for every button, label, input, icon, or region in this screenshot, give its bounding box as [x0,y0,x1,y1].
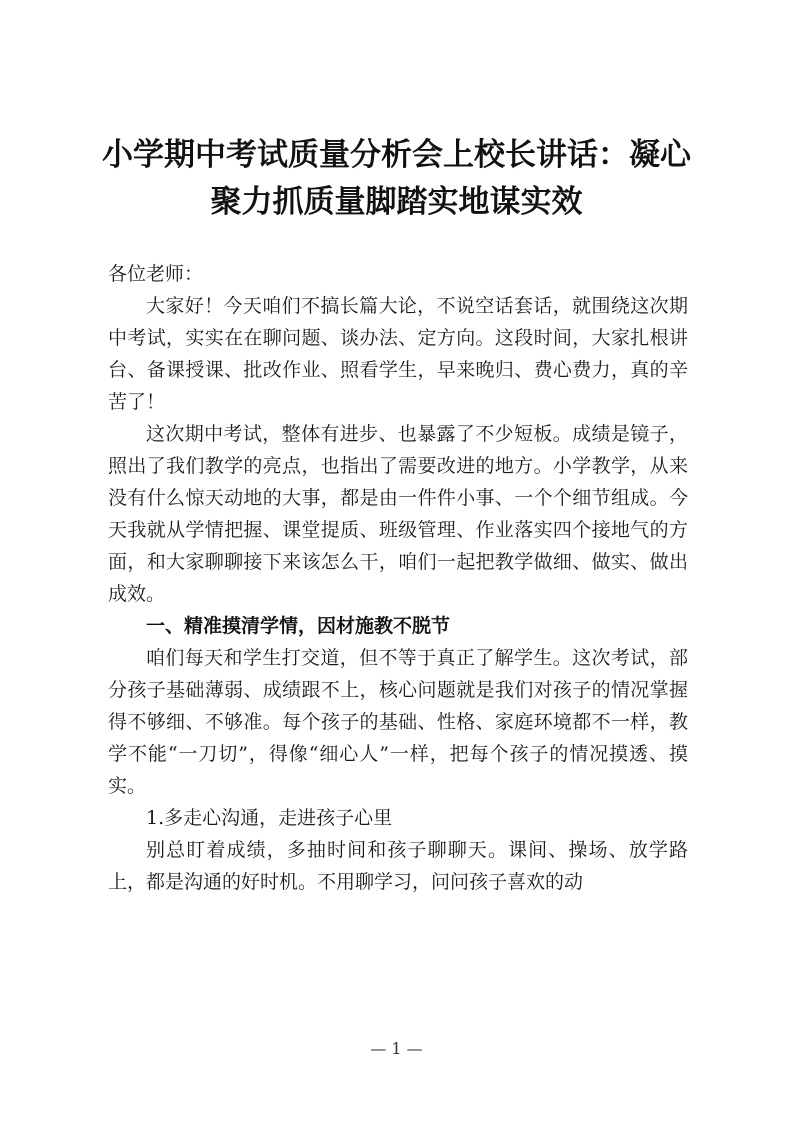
document-body [108,258,688,898]
section-heading-1: 一、精准摸清学情，因材施教不脱节 [146,615,451,637]
subsection-heading-1: 1.多走心沟通，走进孩子心里 [146,807,393,829]
paragraph-greeting: 大家好！今天咱们不搞长篇大论，不说空话套话，就围绕这次期中考试，实实在在聊问题、谈办法、定方向。这段时间，大家扎根讲台、备课授课、批改作业、照看学生，早来晚归、费心费力，真的辛苦了！ [108,295,688,413]
page-title: 小学期中考试质量分析会上校长讲话：凝心聚力抓质量脚踏实地谋实效 [102,137,691,220]
salutation: 各位老师： [108,263,204,285]
subsection-1-paragraph: 别总盯着成绩，多抽时间和孩子聊聊天。课间、操场、放学路上，都是沟通的好时机。不用聊学习，问问孩子喜欢的动 [108,839,688,893]
page-number: — 1 — [370,1039,423,1058]
paragraph-overview: 这次期中考试，整体有进步、也暴露了不少短板。成绩是镜子，照出了我们教学的亮点，也指出了需要改进的地方。小学教学，从来没有什么惊天动地的大事，都是由一件件小事、一个个细节组成。今天我就从学情把握、课堂提质、班级管理、作业落实四个接地气的方面，和大家聊聊接下来该怎么干，咱们一起把教学做细、做实、做出成效。 [108,423,688,605]
section-1-paragraph: 咱们每天和学生打交道，但不等于真正了解学生。这次考试，部分孩子基础薄弱、成绩跟不上，核心问题就是我们对孩子的情况掌握得不够细、不够准。每个孩子的基础、性格、家庭环境都不一样，教学不能“一刀切”，得像“细心人”一样，把每个孩子的情况摸透、摸实。 [108,647,688,797]
